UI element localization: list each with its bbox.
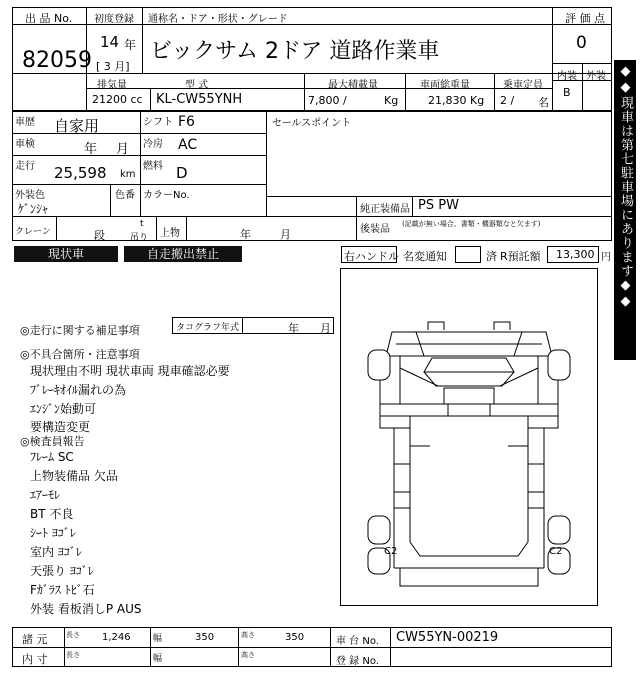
- loading-month: 月: [280, 228, 291, 241]
- registration-label: 登 録 No.: [336, 656, 379, 667]
- mileage-label: 走行: [15, 161, 35, 172]
- current-status-badge: 現状車: [14, 246, 118, 262]
- history-value: 自家用: [54, 117, 100, 135]
- mileage-unit: km: [120, 169, 136, 180]
- first-reg-label: 初度登録: [94, 14, 134, 25]
- inspection-month: 月: [116, 142, 130, 157]
- max-load-label: 最大積載量: [328, 80, 378, 91]
- interior-grade: B: [563, 86, 571, 99]
- inspector-line: 上物装備品 欠品: [30, 469, 118, 483]
- crane-ton: t: [140, 219, 144, 229]
- gross-weight-value: 21,830 Kg: [428, 94, 485, 107]
- fuel-value: D: [176, 164, 188, 182]
- capacity-label: 乗車定員: [503, 80, 543, 91]
- defects-label: ◎不具合箇所・注意事項: [20, 348, 140, 361]
- inspector-line: ﾌﾚｰﾑ SC: [30, 450, 74, 464]
- damage-mark-left: C2: [384, 546, 398, 557]
- height-label: 高さ: [241, 631, 255, 639]
- defect-line: ﾌﾞﾚｰｷｵｲﾙ漏れの為: [30, 383, 127, 397]
- inspector-line: 外装 看板消しP AUS: [30, 602, 142, 616]
- defect-line: ｴﾝｼﾞﾝ始動可: [30, 402, 97, 416]
- height-label-inner: 高さ: [241, 651, 255, 659]
- defect-line: 現状理由不明 現状車両 現車確認必要: [30, 364, 230, 378]
- name-change-box: [455, 246, 481, 263]
- tachograph-year: 年: [288, 322, 299, 335]
- height-value: 350: [285, 632, 305, 643]
- inspector-line: BT 不良: [30, 507, 74, 521]
- score-label: 評 価 点: [565, 12, 605, 25]
- inspector-line: ｴｱｰﾓﾚ: [30, 488, 61, 502]
- model-value: KL-CW55YNH: [156, 92, 243, 107]
- sales-point-label: セールスポイント: [272, 118, 352, 129]
- dimensions-label: 諸 元: [22, 633, 48, 646]
- length-label-inner: 長さ: [66, 651, 80, 659]
- crane-label: クレーン: [15, 227, 51, 237]
- width-value: 350: [195, 632, 215, 643]
- ext-color-value: ｹﾞﾝｼｬ: [18, 202, 49, 216]
- first-reg-year-unit: 年: [124, 38, 137, 52]
- ac-label: 冷房: [143, 139, 163, 150]
- gross-weight-label: 車両総重量: [420, 80, 470, 91]
- capacity-unit: 名: [538, 96, 549, 109]
- chassis-value: CW55YN-00219: [396, 630, 499, 645]
- aftermarket-label: 後装品: [360, 224, 390, 235]
- interior-size-label: 内 寸: [22, 653, 48, 666]
- genuine-equipment-label: 純正装備品: [360, 204, 410, 215]
- inspector-line: 室内 ﾖｺﾞﾚ: [30, 545, 82, 559]
- inspector-label: ◎検査員報告: [20, 435, 85, 448]
- inspector-line: ｼｰﾄ ﾖｺﾞﾚ: [30, 526, 76, 540]
- mileage-value: 25,598: [54, 164, 107, 182]
- shift-value: F6: [178, 114, 195, 130]
- chassis-label: 車 台 No.: [336, 636, 379, 647]
- defect-line: 要構造変更: [30, 420, 91, 434]
- no-self-drive-badge: 自走搬出禁止: [124, 246, 242, 262]
- inspector-line: Fｶﾞﾗｽ ﾄﾋﾞ石: [30, 583, 95, 597]
- handle-value: 右ハンドル: [344, 250, 399, 263]
- width-label-inner: 幅: [153, 654, 163, 664]
- fuel-label: 燃料: [143, 161, 163, 172]
- shift-label: シフト: [143, 117, 173, 128]
- displacement-label: 排気量: [97, 80, 127, 91]
- loading-label: 上物: [160, 228, 180, 239]
- evaluation-score: 0: [576, 33, 587, 53]
- model-label: 型 式: [185, 80, 209, 91]
- displacement-value: 21200 cc: [92, 93, 143, 106]
- loading-year: 年: [240, 228, 251, 241]
- side-notice-bar: [614, 60, 636, 360]
- history-label: 車歴: [15, 117, 35, 128]
- name-change-label: 名変通知: [403, 250, 447, 263]
- lot-number: 82059: [22, 48, 92, 73]
- car-name: ビックサム 2ドア 道路作業車: [150, 39, 440, 64]
- first-reg-year: 14: [100, 33, 120, 51]
- tachograph-label: タコグラフ年式: [176, 323, 240, 333]
- first-reg-month: [ 3 月]: [96, 60, 130, 73]
- color-no-label: 色番: [115, 190, 135, 201]
- damage-mark-right: C2: [549, 546, 563, 557]
- lot-label: 出 品 No.: [25, 12, 73, 25]
- genuine-equipment-value: PS PW: [418, 198, 459, 213]
- driving-notes-label: ◎走行に関する補足事項: [20, 324, 140, 337]
- tachograph-month: 月: [320, 322, 331, 335]
- side-notice-text: ◆◆現車は第七駐車場にあります◆◆: [618, 64, 633, 310]
- deposit-value: 13,300: [556, 248, 595, 261]
- color-label: カラーNo.: [143, 190, 190, 201]
- ac-value: AC: [178, 137, 198, 153]
- crane-hang: 吊り: [130, 233, 149, 243]
- crane-step: 段: [94, 229, 105, 242]
- deposit-prefix: 済: [486, 250, 497, 263]
- deposit-label: R預託額: [500, 250, 541, 263]
- max-load-unit: Kg: [384, 94, 399, 107]
- length-value: 1,246: [102, 632, 131, 643]
- aftermarket-note: (記載が無い場合、書類・機器類なと欠ます): [402, 220, 541, 228]
- deposit-unit: 円: [601, 252, 611, 263]
- name-label: 通称名・ドア・形状・グレード: [148, 14, 288, 25]
- inspection-label: 車検: [15, 139, 35, 150]
- interior-label: 内装: [557, 71, 577, 82]
- exterior-label: 外装: [586, 71, 606, 82]
- length-label: 長さ: [66, 631, 80, 639]
- width-label: 幅: [153, 634, 163, 644]
- inspection-year: 年: [84, 142, 98, 157]
- max-load-value: 7,800 /: [308, 94, 347, 107]
- inspector-line: 天張り ﾖｺﾞﾚ: [30, 564, 94, 578]
- ext-color-label: 外装色: [15, 190, 45, 201]
- capacity-value: 2 /: [500, 94, 515, 107]
